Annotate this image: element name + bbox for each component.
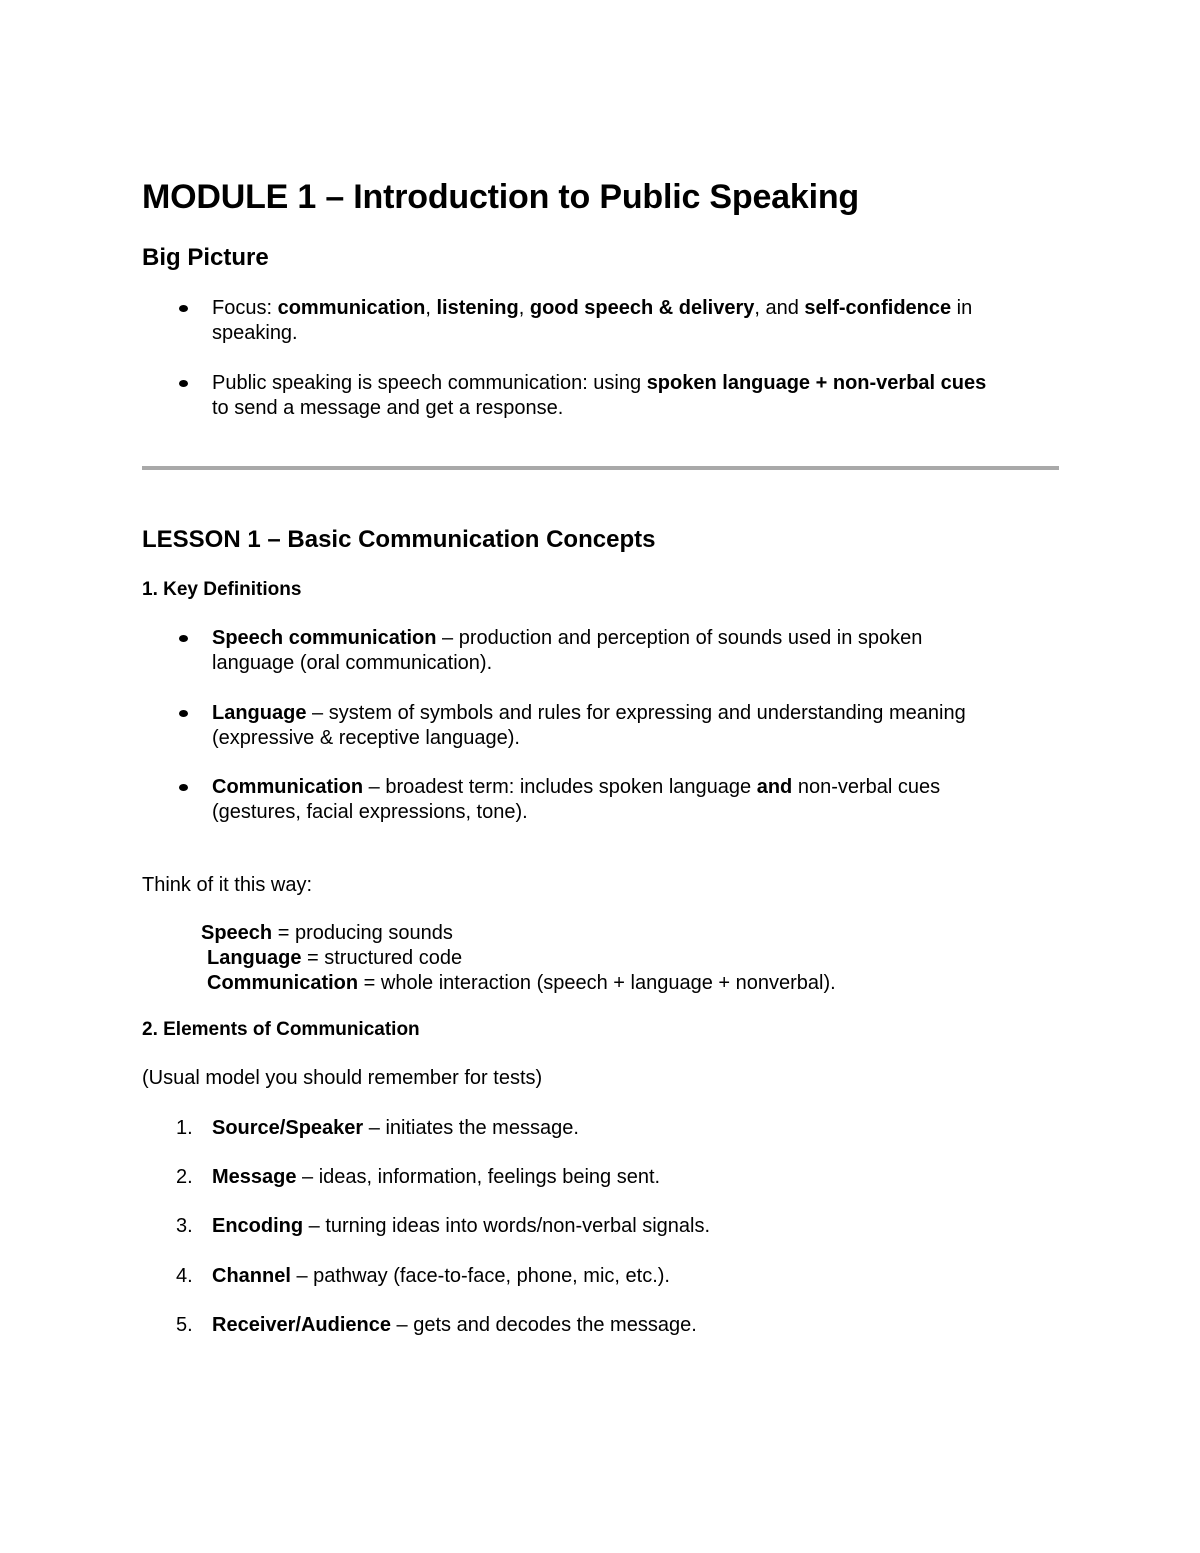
think-line: Language = structured code <box>207 947 463 969</box>
think-line: Speech = producing sounds <box>201 922 453 944</box>
element-text: Encoding – turning ideas into words/non-verbal signals. <box>212 1215 711 1237</box>
definition-text-continued: language (oral communication). <box>212 652 493 674</box>
bullet-text: Public speaking is speech communication: using spoken language + non-verbal cues <box>212 372 987 394</box>
list-number: 3. <box>176 1215 193 1237</box>
lesson-heading: LESSON 1 – Basic Communication Concepts <box>142 526 656 553</box>
definition-text: Speech communication – production and perception of sounds used in spoken <box>212 627 923 649</box>
element-text: Message – ideas, information, feelings being sent. <box>212 1166 661 1188</box>
list-number: 4. <box>176 1265 193 1287</box>
bullet-icon <box>179 784 188 791</box>
element-text: Receiver/Audience – gets and decodes the message. <box>212 1314 697 1336</box>
bullet-icon <box>179 635 188 642</box>
elements-heading: 2. Elements of Communication <box>142 1019 420 1040</box>
list-number: 1. <box>176 1117 193 1139</box>
definition-text: Language – system of symbols and rules for expressing and understanding meaning <box>212 702 966 724</box>
bullet-icon <box>179 305 188 312</box>
page-title: MODULE 1 – Introduction to Public Speaking <box>142 178 859 216</box>
bullet-text-continued: to send a message and get a response. <box>212 397 564 419</box>
element-text: Source/Speaker – initiates the message. <box>212 1117 579 1139</box>
definition-text-continued: (gestures, facial expressions, tone). <box>212 801 528 823</box>
think-intro: Think of it this way: <box>142 874 313 896</box>
list-number: 2. <box>176 1166 193 1188</box>
bullet-text-continued: speaking. <box>212 322 298 344</box>
definition-text: Communication – broadest term: includes spoken language and non-verbal cues <box>212 776 941 798</box>
bullet-text: Focus: communication, listening, good speech & delivery, and self-confidence in <box>212 297 973 319</box>
list-number: 5. <box>176 1314 193 1336</box>
definition-text-continued: (expressive & receptive language). <box>212 727 520 749</box>
element-text: Channel – pathway (face-to-face, phone, mic, etc.). <box>212 1265 670 1287</box>
bullet-icon <box>179 710 188 717</box>
big-picture-heading: Big Picture <box>142 244 269 271</box>
think-line: Communication = whole interaction (speech + language + nonverbal). <box>207 972 836 994</box>
elements-note: (Usual model you should remember for tests) <box>142 1067 543 1089</box>
horizontal-divider <box>142 466 1059 470</box>
bullet-icon <box>179 380 188 387</box>
definitions-heading: 1. Key Definitions <box>142 579 302 600</box>
